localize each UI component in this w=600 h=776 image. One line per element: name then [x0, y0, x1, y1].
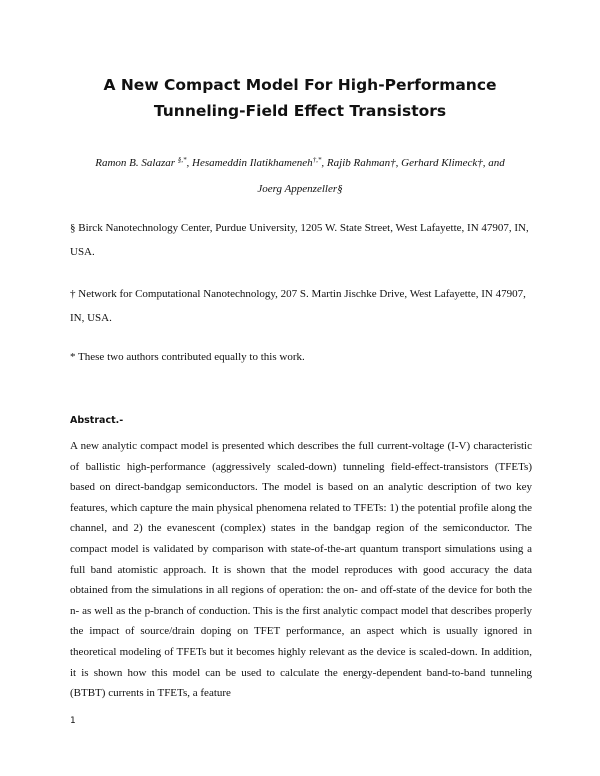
author-3: Rajib Rahman†, — [326, 157, 402, 169]
paper-title — [40, 72, 560, 124]
page-number: 1 — [70, 716, 76, 726]
author-2: Hesameddin Ilatikhameneh†,*, — [192, 156, 327, 169]
author-4: Gerhard Klimeck†, and — [401, 157, 505, 169]
abstract-text: A new analytic compact model is presented which describes the full current-voltage (I-V) characteristic of ballistic high-performance (aggressively scaled-down) tunneling field-effect-transistors (TFETs) based on direct-bandgap semiconductors. The model is based on an analytic description of two key features, which capture the main physical phenomena related to TFETs: 1) the potential profile along the channel, and 2) the evanescent (complex) states in the bandgap region of the semiconductor. The compact model is validated by comparison with state-of-the-art quantum transport simulations using a full band atomistic approach. It is shown that the model reproduces with good accuracy the data obtained from the simulations in all regions of operation: the on- and off-state of the device for both the n- as well as the p-branch of conduction. This is the first analytic compact model that describes properly the impact of source/drain doping on TFET performance, an aspect which is usually ignored in theoretical modeling of TFETs but it becomes highly relevant as the device is scaled-down. In addition, it is shown how this model can be used to calculate the energy-dependent band-to-band tunneling (BTBT) currents in TFETs, a feature — [70, 440, 532, 700]
author-list — [60, 150, 540, 202]
abstract-heading: Abstract.- — [70, 415, 124, 426]
author-5: Joerg Appenzeller§ — [257, 183, 343, 195]
affiliation-ncn: † Network for Computational Nanotechnology, 207 S. Martin Jischke Drive, West Lafayette, IN 47907, IN, USA. — [70, 288, 526, 324]
title-line-1: A New Compact Model For High-Performance — [103, 76, 497, 94]
title-line-2: Tunneling-Field Effect Transistors — [153, 102, 447, 120]
equal-contribution-note: * These two authors contributed equally to this work. — [70, 351, 305, 363]
author-1: Ramon B. Salazar §,*, — [95, 156, 192, 169]
affiliation-birck: § Birck Nanotechnology Center, Purdue University, 1205 W. State Street, West Lafayette, IN 47907, IN, USA. — [70, 222, 529, 258]
